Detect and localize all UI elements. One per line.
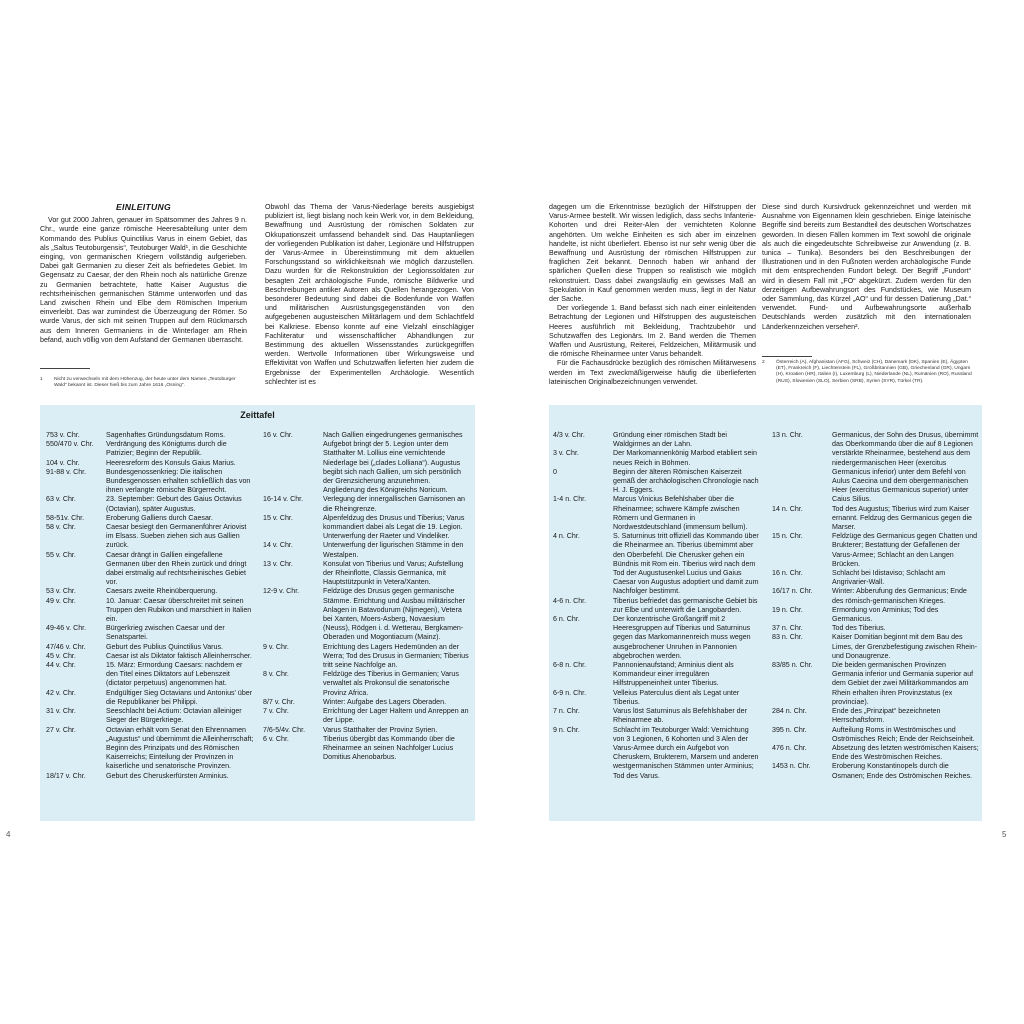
timeline-row bbox=[553, 661, 761, 689]
section-heading: EINLEITUNG bbox=[115, 202, 172, 212]
timeline-event: Varus löst Saturninus als Befehlshaber der Rheinarmee ab. bbox=[613, 707, 747, 725]
timeline-date: 42 v. Chr. bbox=[46, 688, 76, 697]
timeline-date: 18/17 v. Chr. bbox=[46, 771, 86, 780]
timeline-date: 7/6-5/4v. Chr. bbox=[263, 725, 306, 734]
timeline-row bbox=[772, 633, 979, 661]
timeline-event: Gründung einer römischen Stadt bei Waldgirmes an der Lahn. bbox=[613, 431, 727, 449]
footnote-number: 1 bbox=[40, 377, 43, 382]
right-col-2-text bbox=[762, 203, 971, 332]
timeline-row bbox=[263, 431, 471, 495]
timeline-date: 55 v. Chr. bbox=[46, 550, 76, 559]
timeline-row bbox=[772, 726, 979, 744]
timeline-date: 91-88 v. Chr. bbox=[46, 467, 87, 476]
timeline-row bbox=[46, 643, 254, 652]
left-col-1 bbox=[40, 203, 247, 345]
timeline-date: 45 v. Chr. bbox=[46, 651, 76, 660]
timeline-date: 13 n. Chr. bbox=[772, 431, 803, 439]
timeline-date: 4 n. Chr. bbox=[553, 532, 580, 541]
timeline-row bbox=[46, 495, 254, 513]
left-col-2 bbox=[265, 203, 474, 387]
timeline-date: 44 v. Chr. bbox=[46, 661, 76, 670]
timeline-row bbox=[263, 670, 471, 698]
timeline-row bbox=[553, 615, 761, 661]
timeline-event: Schlacht bei Idistaviso; Schlacht am Angrivarier-Wall. bbox=[832, 569, 946, 587]
timeline-event: Caesars zweite Rheinüberquerung. bbox=[106, 587, 218, 596]
left-col-1-text bbox=[40, 216, 247, 345]
timeline-event: Geburt des Publius Quinctilius Varus. bbox=[106, 642, 223, 651]
timeline-row bbox=[46, 440, 254, 458]
timeline-date: 6 v. Chr. bbox=[263, 734, 289, 743]
paragraph: Vor gut 2000 Jahren, genauer im Spätsommer des Jahres 9 n. Chr., wurde eine ganze römische Heeresabteilung unter dem Kommando des Publius Quinctilius Varus in einem Gebiet, das als „Saltus Teutoburgensis“, Teutoburger Wald¹, in die Geschichte einging, von germanischen Kriegern vollständig aufgerieben. Dabei galt Germanien zu dieser Zeit als befriedetes Gebiet. Im Gegensatz zu Caesar, der den Rhein noch als natürliche Grenze zu Germanien betrachtete, hatte Kaiser Augustus die rechtsrheinischen germanischen Stämme unterworfen und das Land zwischen Rhein und Elbe dem Römischen Imperium einverleibt. Das war zumindest die Überzeugung der Römer. So wurde Varus, der sich mit seinen Truppen auf dem Rückmarsch aus dem Inneren Germaniens in die Winterlager am Rhein befand, auch völlig von dem Aufstand der Germanen überrascht. bbox=[40, 216, 247, 344]
timeline-row bbox=[46, 551, 254, 588]
timeline-date: 1-4 n. Chr. bbox=[553, 495, 587, 504]
timeline-event: 15. März: Ermordung Caesars: nachdem er den Titel eines Diktators auf Lebenszeit (dictator perpetuus) angenommen hat. bbox=[106, 661, 243, 688]
timeline-row bbox=[772, 431, 979, 505]
timeline-row bbox=[772, 505, 979, 533]
timeline-event: Verlegung der innergallischen Garnisonen an die Rheingrenze. bbox=[323, 495, 465, 513]
timeline-event: Seeschlacht bei Actium: Octavian alleiniger Sieger der Bürgerkriege. bbox=[106, 707, 242, 725]
timeline-event: Caesar drängt in Gallien eingefallene Germanen über den Rhein zurück und dringt dabei erstmalig auf rechtsrheinisches Gebiet vor. bbox=[106, 550, 247, 587]
timeline-row bbox=[46, 431, 254, 440]
timeline-row bbox=[46, 772, 254, 781]
left-col-2-text bbox=[265, 203, 474, 387]
timeline-row bbox=[772, 707, 979, 725]
timeline-event: Bürgerkrieg zwischen Caesar und der Senatspartei. bbox=[106, 624, 225, 642]
timeline-row bbox=[553, 707, 761, 725]
timeline-event: Ende des „Prinzipat“ bezeichneten Herrschaftsform. bbox=[832, 707, 941, 725]
footnote-rule bbox=[40, 368, 90, 369]
timeline-event: Feldzüge des Tiberius in Germanien; Varus verwaltet als Prokonsul die senatorische Provinz Africa. bbox=[323, 670, 459, 697]
timeline-date: 14 v. Chr. bbox=[263, 541, 293, 550]
timeline-date: 6-9 n. Chr. bbox=[553, 688, 587, 697]
timeline-date: 49-46 v. Chr. bbox=[46, 624, 87, 633]
timeline-event: Caesar besiegt den Germanenführer Ariovist im Elsass. Sueben ziehen sich aus Gallien zurück. bbox=[106, 523, 247, 550]
timeline-row bbox=[263, 587, 471, 642]
timeline-row bbox=[46, 587, 254, 596]
timeline-date: 9 n. Chr. bbox=[553, 725, 580, 734]
timeline-event: Schlacht im Teutoburger Wald: Vernichtung von 3 Legionen, 6 Kohorten und 3 Alen der Varus-Armee durch ein Aufgebot von Cheruskern, Brukterern, Marsern und anderen westgermanischen Stämmen unter Arminius; Tod des Varus. bbox=[613, 725, 759, 780]
timeline-row bbox=[263, 707, 471, 725]
timeline-date: 6 n. Chr. bbox=[553, 615, 580, 624]
timeline-row bbox=[46, 514, 254, 523]
timeline-row bbox=[772, 744, 979, 762]
zeittafel-col-4 bbox=[772, 431, 979, 781]
footnote-rule-2 bbox=[762, 356, 812, 357]
timeline-event: Sagenhaftes Gründungsdatum Roms. bbox=[106, 431, 226, 439]
timeline-event: Eroberung Galliens durch Caesar. bbox=[106, 513, 213, 522]
timeline-date: 9 v. Chr. bbox=[263, 642, 289, 651]
timeline-row bbox=[46, 624, 254, 642]
timeline-row bbox=[263, 541, 471, 559]
timeline-date: 3 v. Chr. bbox=[553, 449, 579, 458]
timeline-row bbox=[553, 532, 761, 596]
zeittafel-col-2 bbox=[263, 431, 471, 762]
timeline-event: Feldzüge des Drusus gegen germanische Stämme. Errichtung und Ausbau militärischer Anlagen in Batavodurum (Nijmegen), Vetera bei Xanten, Moers-Asberg, Novaesium (Neuss), Rödgen i. d. Wetterau, Bergkamen-Oberaden und Mogontiacum (Mainz). bbox=[323, 587, 465, 642]
timeline-date: 6-8 n. Chr. bbox=[553, 661, 587, 670]
timeline-event: Tod des Tiberius. bbox=[832, 624, 886, 633]
timeline-event: Tiberius befriedet das germanische Gebiet bis zur Elbe und unterwirft die Langobarden. bbox=[613, 596, 758, 614]
timeline-row bbox=[46, 597, 254, 625]
paragraph: Diese sind durch Kursivdruck gekennzeichnet und werden mit Ausnahme von Eigennamen klein geschrieben. Einige lateinische Begriffe sind bereits zum Bestandteil des deutschen Wortschatzes geworden. In diesen Fällen kommen im Text sowohl die originale als auch die eingedeutschte Schreibweise zur Anwendung (z. B. tunica – Tunika). Besonders bei den Beschreibungen der Illustrationen und in den Fußnoten werden archäologische Funde mit dem entsprechenden Fundort belegt. Der Begriff „Fundort“ wird in diesem Fall mit „FO“ abgekürzt. Zudem werden für den derzeitigen Aufbewahrungsort des Fundstückes, wie Museum oder Sammlung, das Kürzel „AO“ und für dessen Datierung „Dat.“ verwendet. Fund- und Aufbewahrungsorte außerhalb Deutschlands werden zusätzlich mit den internationalen Länderkennzeichen versehen². bbox=[762, 203, 971, 331]
timeline-row bbox=[263, 495, 471, 513]
timeline-row bbox=[553, 468, 761, 496]
timeline-event: Heeresreform des Konsuls Gaius Marius. bbox=[106, 458, 236, 467]
footnote-number: 2 bbox=[762, 360, 765, 365]
timeline-date: 13 v. Chr. bbox=[263, 559, 293, 568]
timeline-date: 15 v. Chr. bbox=[263, 513, 293, 522]
timeline-date: 83/85 n. Chr. bbox=[772, 661, 813, 670]
timeline-event: Pannonienaufstand; Arminius dient als Kommandeur einer irregulären Hilfstruppeneinheit unter Tiberius. bbox=[613, 661, 734, 688]
timeline-event: Ermordung von Arminius; Tod des Germanicus. bbox=[832, 605, 939, 624]
timeline-date: 753 v. Chr. bbox=[46, 431, 80, 439]
timeline-date: 19 n. Chr. bbox=[772, 605, 803, 614]
timeline-row bbox=[263, 698, 471, 707]
timeline-row bbox=[553, 689, 761, 707]
timeline-row bbox=[772, 661, 979, 707]
timeline-date: 83 n. Chr. bbox=[772, 633, 803, 642]
zeittafel-col-3 bbox=[553, 431, 761, 781]
footnote-2 bbox=[762, 360, 972, 394]
timeline-date: 4-6 n. Chr. bbox=[553, 596, 587, 605]
paragraph: Der vorliegende 1. Band befasst sich nach einer einleitenden Betrachtung der Legionen und Hilfstruppen des augusteischen Heeres ausführlich mit Bekleidung, Trachtzubehör und Schutzwaffen des Legionärs. Im 2. Band werden die Themen Waffen und Ausrüstung, Reiterei, Feldzeichen, Militärmusik und die römische Rheinarmee unter Varus behandelt. bbox=[549, 304, 756, 359]
timeline-row bbox=[46, 661, 254, 689]
timeline-event: Nach Gallien eingedrungenes germanisches Aufgebot bringt der 5. Legion unter dem Statthalter M. Lollius eine vernichtende Niederlage bei („clades Lolliana“). Augustus begibt sich nach Gallien, um sich persönlich der Grenzsicherung anzunehmen. Angliederung des Königreichs Noricum. bbox=[323, 431, 463, 495]
timeline-row bbox=[553, 431, 761, 449]
timeline-date: 58-51v. Chr. bbox=[46, 513, 85, 522]
timeline-row bbox=[553, 597, 761, 615]
timeline-row bbox=[772, 606, 979, 624]
timeline-date: 8/7 v. Chr. bbox=[263, 697, 295, 706]
timeline-row bbox=[263, 726, 471, 735]
timeline-row bbox=[553, 726, 761, 781]
timeline-date: 58 v. Chr. bbox=[46, 523, 76, 532]
timeline-event: Caesar ist als Diktator faktisch Alleinherrscher. bbox=[106, 651, 252, 660]
zeittafel-col-1 bbox=[46, 431, 254, 781]
timeline-event: Varus Statthalter der Provinz Syrien. bbox=[323, 725, 438, 734]
timeline-date: 63 v. Chr. bbox=[46, 495, 76, 504]
timeline-date: 31 v. Chr. bbox=[46, 707, 76, 716]
timeline-row bbox=[46, 707, 254, 725]
timeline-date: 7 v. Chr. bbox=[263, 707, 289, 716]
timeline-row bbox=[772, 762, 979, 780]
zeittafel-title: Zeittafel bbox=[240, 410, 275, 420]
timeline-date: 16-14 v. Chr. bbox=[263, 495, 304, 504]
timeline-event: Aufteilung Roms in Weströmisches und Oströmisches Reich; Ende der Reichseinheit. bbox=[832, 725, 975, 743]
paragraph: Für die Fachausdrücke bezüglich des römischen Militärwesens werden im Text zweckmäßigerweise häufig die überlieferten lateinischen Originalbezeichnungen verwendet. bbox=[549, 359, 756, 386]
timeline-date: 16 v. Chr. bbox=[263, 431, 293, 439]
page-number-right: 5 bbox=[1002, 830, 1007, 839]
timeline-date: 0 bbox=[553, 467, 557, 476]
timeline-date: 15 n. Chr. bbox=[772, 532, 803, 541]
timeline-row bbox=[772, 532, 979, 569]
timeline-event: Feldzüge des Germanicus gegen Chatten und Brukterer; Bestattung der Gefallenen der Varus-Armee; Schlacht an den Langen Brücken. bbox=[832, 532, 978, 568]
timeline-row bbox=[46, 523, 254, 551]
timeline-event: Marcus Vinicius Befehlshaber über die Rheinarmee; schwere Kämpfe zwischen Römern und Germanen in Nordwestdeutschland (immensum bellum). bbox=[613, 495, 748, 532]
timeline-date: 7 n. Chr. bbox=[553, 707, 580, 716]
timeline-date: 14 n. Chr. bbox=[772, 504, 803, 513]
right-col-1 bbox=[549, 203, 756, 387]
timeline-date: 1453 n. Chr. bbox=[772, 762, 811, 771]
footnote-1 bbox=[40, 377, 247, 391]
timeline-event: Kaiser Domitian beginnt mit dem Bau des Limes, der Grenzbefestigung zwischen Rhein- und Donaugrenze. bbox=[832, 633, 978, 660]
timeline-event: Verdrängung des Königtums durch die Patrizier; Beginn der Republik. bbox=[106, 440, 227, 458]
timeline-event: Errichtung des Lagers Hedemünden an der Werra; Tod des Drusus in Germanien; Tiberius tritt seine Nachfolge an. bbox=[323, 642, 469, 670]
timeline-row bbox=[46, 689, 254, 707]
footnote-text: Österreich (A), Afghanistan (AFG), Schweiz (CH), Dänemark (DK), Spanien (E), Ägypten (ET), Frankreich (F), Liechtenstein (FL), Großbritannien (GB), Griechenland (GR), Ungarn (H), Kroatien (HR), Italien (I), Luxemburg (L), Niederlande (NL), Rumänien (RO), Russland (RUS), Slowenien (SLO), Serbien (SRB), Syrien (SYR), Türkei (TR). bbox=[776, 360, 972, 384]
timeline-row bbox=[46, 459, 254, 468]
timeline-row bbox=[553, 495, 761, 532]
paragraph: dagegen um die Erkenntnisse bezüglich der Hilfstruppen der Varus-Armee bestellt. Wir wissen lediglich, dass sechs Infanterie-Kohorten und drei Reiter-Alen der vernichteten Kolonne angehörten. Um welche Einheiten es sich aber im einzelnen handelte, ist nicht überliefert. Ebenso ist nur sehr wenig über die Bewaffnung und Ausrüstung der römischen Hilfstruppen zur fraglichen Zeit bekannt. Dennoch haben wir anhand der spärlichen Quellen diese Truppen so realistisch wie möglich rekonstruiert. Dass dabei zwangsläufig ein gewisses Maß an Spekulation in Kauf genommen werden muss, liegt in der Natur der Sache. bbox=[549, 203, 756, 304]
timeline-event: Der konzentrische Großangriff mit 2 Heeresgruppen auf Tiberius und Saturninus gegen das Markomannenreich muss wegen ausgebrochener Unruhen in Pannonien abgebrochen werden. bbox=[613, 615, 751, 660]
timeline-event: Winter: Abberufung des Germanicus; Ende des römisch-germanischen Krieges. bbox=[832, 587, 967, 605]
timeline-event: Bundesgenossenkrieg: Die italischen Bundesgenossen erhalten schließlich das von ihnen verlangte römische Bürgerrecht. bbox=[106, 467, 251, 495]
timeline-event: 23. September: Geburt des Gaius Octavius (Octavian), später Augustus. bbox=[106, 495, 242, 513]
timeline-event: Alpenfeldzug des Drusus und Tiberius; Varus kommandiert dabei als Legat die 19. Legion. Unterwerfung der Raeter und Vindeliker. bbox=[323, 513, 465, 541]
timeline-event: Octavian erhält vom Senat den Ehrennamen „Augustus“ und übernimmt die Alleinherrschaft; Beginn des Prinzipats und des Römischen Kaiserreichs; Einteilung der Provinzen in kaiserliche und senatorische Provinzen. bbox=[106, 725, 254, 771]
timeline-date: 47/46 v. Chr. bbox=[46, 642, 86, 651]
timeline-date: 12-9 v. Chr. bbox=[263, 587, 300, 596]
zeittafel-box-right bbox=[549, 405, 982, 821]
timeline-date: 476 n. Chr. bbox=[772, 743, 807, 752]
timeline-row bbox=[263, 643, 471, 671]
timeline-row bbox=[46, 726, 254, 772]
timeline-event: Eroberung Konstantinopels durch die Osmanen; Ende des Oströmischen Reiches. bbox=[832, 762, 972, 780]
timeline-event: Germanicus, der Sohn des Drusus, übernimmt das Oberkommando über die auf 8 Legionen verstärkte Rheinarmee, bestehend aus dem niedergermanischen Heer (exercitus Germanicus inferior) unter dem Befehl von Aulus Caecina und dem obergermanischen Heer (exercitus Germanicus superior) unter Caius Silius. bbox=[832, 431, 979, 504]
timeline-event: Konsulat von Tiberius und Varus; Aufstellung der Rheinflotte, Classis Germanica, mit Hauptstützpunkt in Vetera/Xanten. bbox=[323, 559, 464, 587]
timeline-row bbox=[263, 560, 471, 588]
page-number-left: 4 bbox=[6, 830, 11, 839]
timeline-event: Errichtung der Lager Haltern und Anreppen an der Lippe. bbox=[323, 707, 469, 725]
timeline-date: 53 v. Chr. bbox=[46, 587, 76, 596]
timeline-date: 395 n. Chr. bbox=[772, 725, 807, 734]
timeline-date: 37 n. Chr. bbox=[772, 624, 803, 633]
right-col-1-text bbox=[549, 203, 756, 387]
timeline-event: Velleius Paterculus dient als Legat unter Tiberius. bbox=[613, 688, 740, 706]
timeline-date: 16/17 n. Chr. bbox=[772, 587, 813, 596]
timeline-event: Absetzung des letzten weströmischen Kaisers; Ende des Weströmischen Reiches. bbox=[832, 743, 979, 762]
footnote-text: Nicht zu verwechseln mit dem Höhenzug, der heute unter dem Namen „Teutoburger Wald“ bekannt ist. Dieser hieß bis zum Jahre 1616 „Osning“. bbox=[54, 377, 236, 389]
timeline-date: 16 n. Chr. bbox=[772, 569, 803, 578]
timeline-row bbox=[263, 514, 471, 542]
timeline-date: 104 v. Chr. bbox=[46, 458, 80, 467]
timeline-event: Tiberius übergibt das Kommando über die Rheinarmee an seinen Nachfolger Lucius Domitius Ahenobarbus. bbox=[323, 734, 455, 762]
timeline-event: Geburt des Cheruskerfürsten Arminius. bbox=[106, 771, 229, 780]
timeline-event: S. Saturninus tritt offiziell das Kommando über die Rheinarmee an. Tiberius übernimmt aber den Oberbefehl. Die Cherusker gehen ein Bündnis mit Rom ein. Tiberius wird nach dem Tod der Augustusenkel Lucius und Gaius Caesar von Augustus adoptiert und damit zum Nachfolger bestimmt. bbox=[613, 532, 759, 596]
timeline-date: 284 n. Chr. bbox=[772, 707, 807, 716]
timeline-event: Endgültiger Sieg Octavians und Antonius' über die Republikaner bei Philippi. bbox=[106, 688, 253, 706]
paragraph: Obwohl das Thema der Varus-Niederlage bereits ausgiebigst publiziert ist, liegt bislang noch kein Werk vor, in dem Bekleidung, Bewaffnung und Ausrüstung der römischen Soldaten zur Okkupationszeit umfassend behandelt sind. Das Hauptanliegen der vorliegenden Publikation ist daher, Legionäre und Hilfstruppen der Varus-Armee in Übereinstimmung mit dem aktuellen Forschungsstand so wirklichkeitsnah wie möglich darzustellen. Dazu wurden für die Rekonstruktion der Legionssoldaten zur besagten Zeit archäologische Funde, römische Bildwerke und Beschreibungen antiker Autoren als Quellen herangezogen. Von besonderer Bedeutung sind dabei die Bodenfunde von Waffen und militärischen Ausrüstungsgegenständen von den aufgegebenen augusteischen Militärlagern und dem Schlachtfeld bei Kalkriese. Ebenso konnte auf eine Vielzahl einschlägiger Fachliteratur und wissenschaftlicher Abhandlungen zur Bestimmung des aktuellen Wissensstandes zurückgegriffen werden. Wertvolle Informationen über Wirkungsweise und Effektivität von Waffen und Schutzwaffen lieferten hier zudem die Ergebnisse der Experimentellen Archäologie. Wesentlich schlechter ist es bbox=[265, 203, 474, 386]
right-col-2 bbox=[762, 203, 971, 332]
timeline-event: Der Markomannenkönig Marbod etabliert sein neues Reich in Böhmen. bbox=[613, 449, 757, 467]
timeline-event: Die beiden germanischen Provinzen Germania inferior und Germania superior auf dem Gebiet der zwei Militärkommandos am Rhein erhalten ihren Provinzstatus (ex provinciae). bbox=[832, 661, 974, 706]
timeline-event: Tod des Augustus; Tiberius wird zum Kaiser ernannt. Feldzug des Germanicus gegen die Marser. bbox=[832, 504, 972, 532]
timeline-row bbox=[772, 587, 979, 605]
timeline-event: Unterwerfung der ligurischen Stämme in den Westalpen. bbox=[323, 541, 464, 559]
timeline-event: 10. Januar: Caesar überschreitet mit seinen Truppen den Rubikon und marschiert in Italien ein. bbox=[106, 596, 252, 624]
timeline-event: Beginn der älteren Römischen Kaiserzeit gemäß der archäologischen Chronologie nach H. J. Eggers. bbox=[613, 467, 759, 495]
timeline-row bbox=[46, 652, 254, 661]
timeline-date: 4/3 v. Chr. bbox=[553, 431, 585, 439]
zeittafel-box-left bbox=[40, 405, 475, 821]
timeline-date: 8 v. Chr. bbox=[263, 670, 289, 679]
timeline-row bbox=[46, 468, 254, 496]
timeline-row bbox=[263, 735, 471, 763]
timeline-event: Winter: Aufgabe des Lagers Oberaden. bbox=[323, 697, 447, 706]
timeline-date: 550/470 v. Chr. bbox=[46, 440, 94, 449]
timeline-row bbox=[772, 624, 979, 633]
timeline-date: 49 v. Chr. bbox=[46, 596, 76, 605]
timeline-row bbox=[553, 449, 761, 467]
timeline-row bbox=[772, 569, 979, 587]
timeline-date: 27 v. Chr. bbox=[46, 725, 76, 734]
